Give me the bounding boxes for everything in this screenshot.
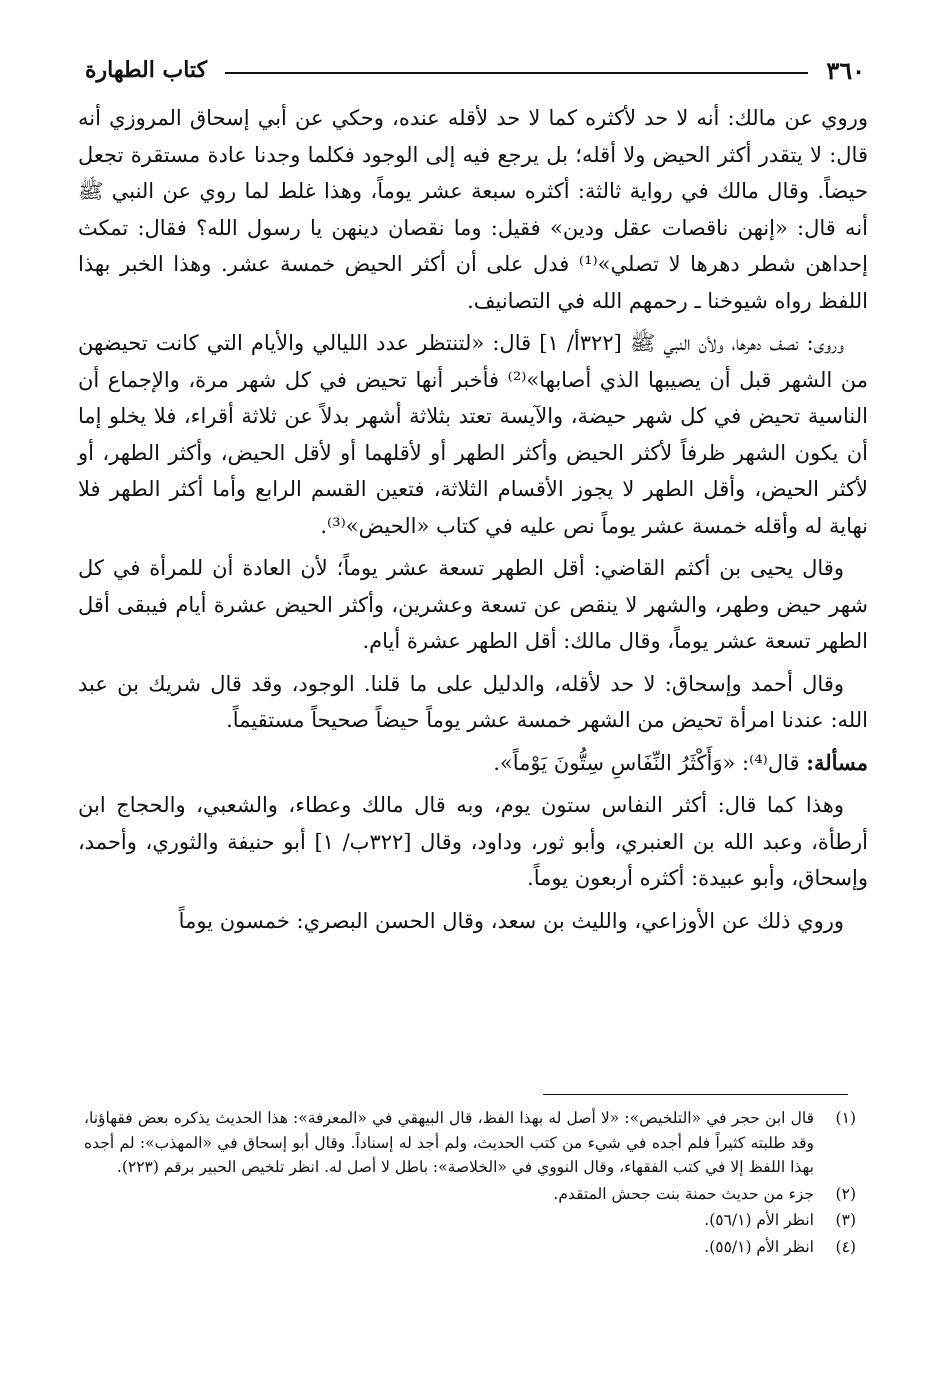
- footnotes: [84, 1106, 856, 1261]
- body-text: [78, 100, 868, 945]
- footnote: [84, 1235, 856, 1260]
- footnote-number: (٤): [835, 1237, 856, 1256]
- paragraph: وروي ذلك عن الأوزاعي، والليث بن سعد، وقال الحسن البصري: خمسون يوماً: [178, 908, 844, 933]
- paragraph: وقال يحيى بن أكثم القاضي: أقل الطهر تسعة عشر يوماً؛ لأن العادة أن للمرأة في كل شهر حيض وطهر، والشهر لا ينقص عن تسعة وعشرين، وأكثر الحيض عشرة أيام فيبقى أقل الطهر تسعة عشر يوماً، وقال مالك: أقل الطهر عشرة أيام.: [78, 556, 868, 653]
- footnote-text: انظر الأم (٥٥/١).: [704, 1237, 814, 1256]
- footnote-text: انظر الأم (٥٦/١).: [704, 1211, 814, 1229]
- paragraph: وروى: نصف دهرها، ولأن النبي ﷺ [٣٢٢أ/ ١] قال: «لتنتظر عدد الليالي والأيام التي كانت تحيضهن من الشهر قبل أن يصيبها الذي أصابها»⁽²⁾ فأخبر أنها تحيض في كل شهر مرة، والإجماع أن الناسية تحيض في كل شهر حيضة، والآيسة تعتد بثلاثة أشهر بدلاً عن ثلاثة أقراء، فلا يخلو إما أن يكون الشهر ظرفاً لأكثر الحيض وأكثر الطهر أو لأقلهما أو لأقل الحيض، وأكثر الطهر، أو لأكثر الحيض، وأقل الطهر لا يجوز الأقسام الثلاثة، فتعين القسم الرابع وأما أكثر الطهر فلا نهاية له وأقله خمسة عشر يوماً نص عليه في كتاب «الحيض»⁽³⁾.: [78, 331, 868, 538]
- footnote: [84, 1208, 856, 1233]
- footnote-number: (٢): [835, 1184, 856, 1203]
- page-header: [85, 50, 865, 90]
- footnote: [84, 1182, 856, 1207]
- paragraph: وهذا كما قال: أكثر النفاس ستون يوم، وبه قال مالك وعطاء، والشعبي، والحجاج ابن أرطأة، وعبد الله بن العنبري، وأبو ثور، وداود، وقال [٣٢٢ب/ ١] أبو حنيفة والثوري، وأحمد، وإسحاق، وأبو عبيدة: أكثره أربعون يوماً.: [78, 793, 868, 890]
- footnote-number: (٣): [835, 1211, 856, 1229]
- footnote: [84, 1106, 856, 1180]
- paragraph: وقال أحمد وإسحاق: لا حد لأقله، والدليل على ما قلنا. الوجود، وقد قال شريك بن عبد الله: عندنا امرأة تحيض من الشهر خمسة عشر يوماً حيضاً صحيحاً مستقيماً.: [78, 671, 868, 732]
- masalah-text: قال⁽⁴⁾: «وَأَكْثَرُ النِّفَاسِ سِتُّونَ يَوْماً».: [493, 750, 800, 775]
- running-title: كتاب الطهارة: [85, 57, 208, 83]
- paragraph: وروي عن مالك: أنه لا حد لأكثره كما لا حد لأقله عنده، وحكي عن أبي إسحاق المروزي أنه قال: لا يتقدر أكثر الحيض ولا أقله؛ بل يرجع فيه إلى الوجود فكلما وجدنا عادة مستقرة تجعل حيضاً. وقال مالك في رواية ثالثة: أكثره سبعة عشر يوماً، وهذا غلط لما روي عن النبي ﷺ أنه قال: «إنهن ناقصات عقل ودين» فقيل: وما نقصان دينهن يا رسول الله؟ فقال: تمكث إحداهن شطر دهرها لا تصلي»⁽¹⁾ فدل على أن أكثر الحيض خمسة عشر. وهذا الخبر بهذا اللفظ رواه شيوخنا ـ رحمهم الله في التصانيف.: [78, 106, 868, 313]
- footnote-text: جزء من حديث حمنة بنت جحش المتقدم.: [553, 1184, 814, 1203]
- footnote-number: (١): [835, 1109, 856, 1127]
- masalah-paragraph: [78, 745, 868, 782]
- masalah-label: مسألة:: [806, 749, 868, 775]
- footnote-text: قال ابن حجر في «التلخيص»: «لا أصل له بهذا الفظ، قال البيهقي في «المعرفة»: هذا الحديث يذكره بعض فقهاؤنا، وقد طلبته كثيراً فلم أجده في شيء من كتب الحديث، ولم أجد له إسناداً. وقال أبو إسحاق في «المهذب»: لم أجده بهذا اللفظ إلا في كتب الفقهاء، وقال النووي في «الخلاصة»: باطل لا أصل له. انظر تلخيص الحبير برقم (٢٢٣).: [84, 1109, 814, 1176]
- header-rule: [225, 72, 808, 74]
- footnote-separator: [543, 1094, 848, 1095]
- page-number: ٣٦٠: [826, 55, 865, 85]
